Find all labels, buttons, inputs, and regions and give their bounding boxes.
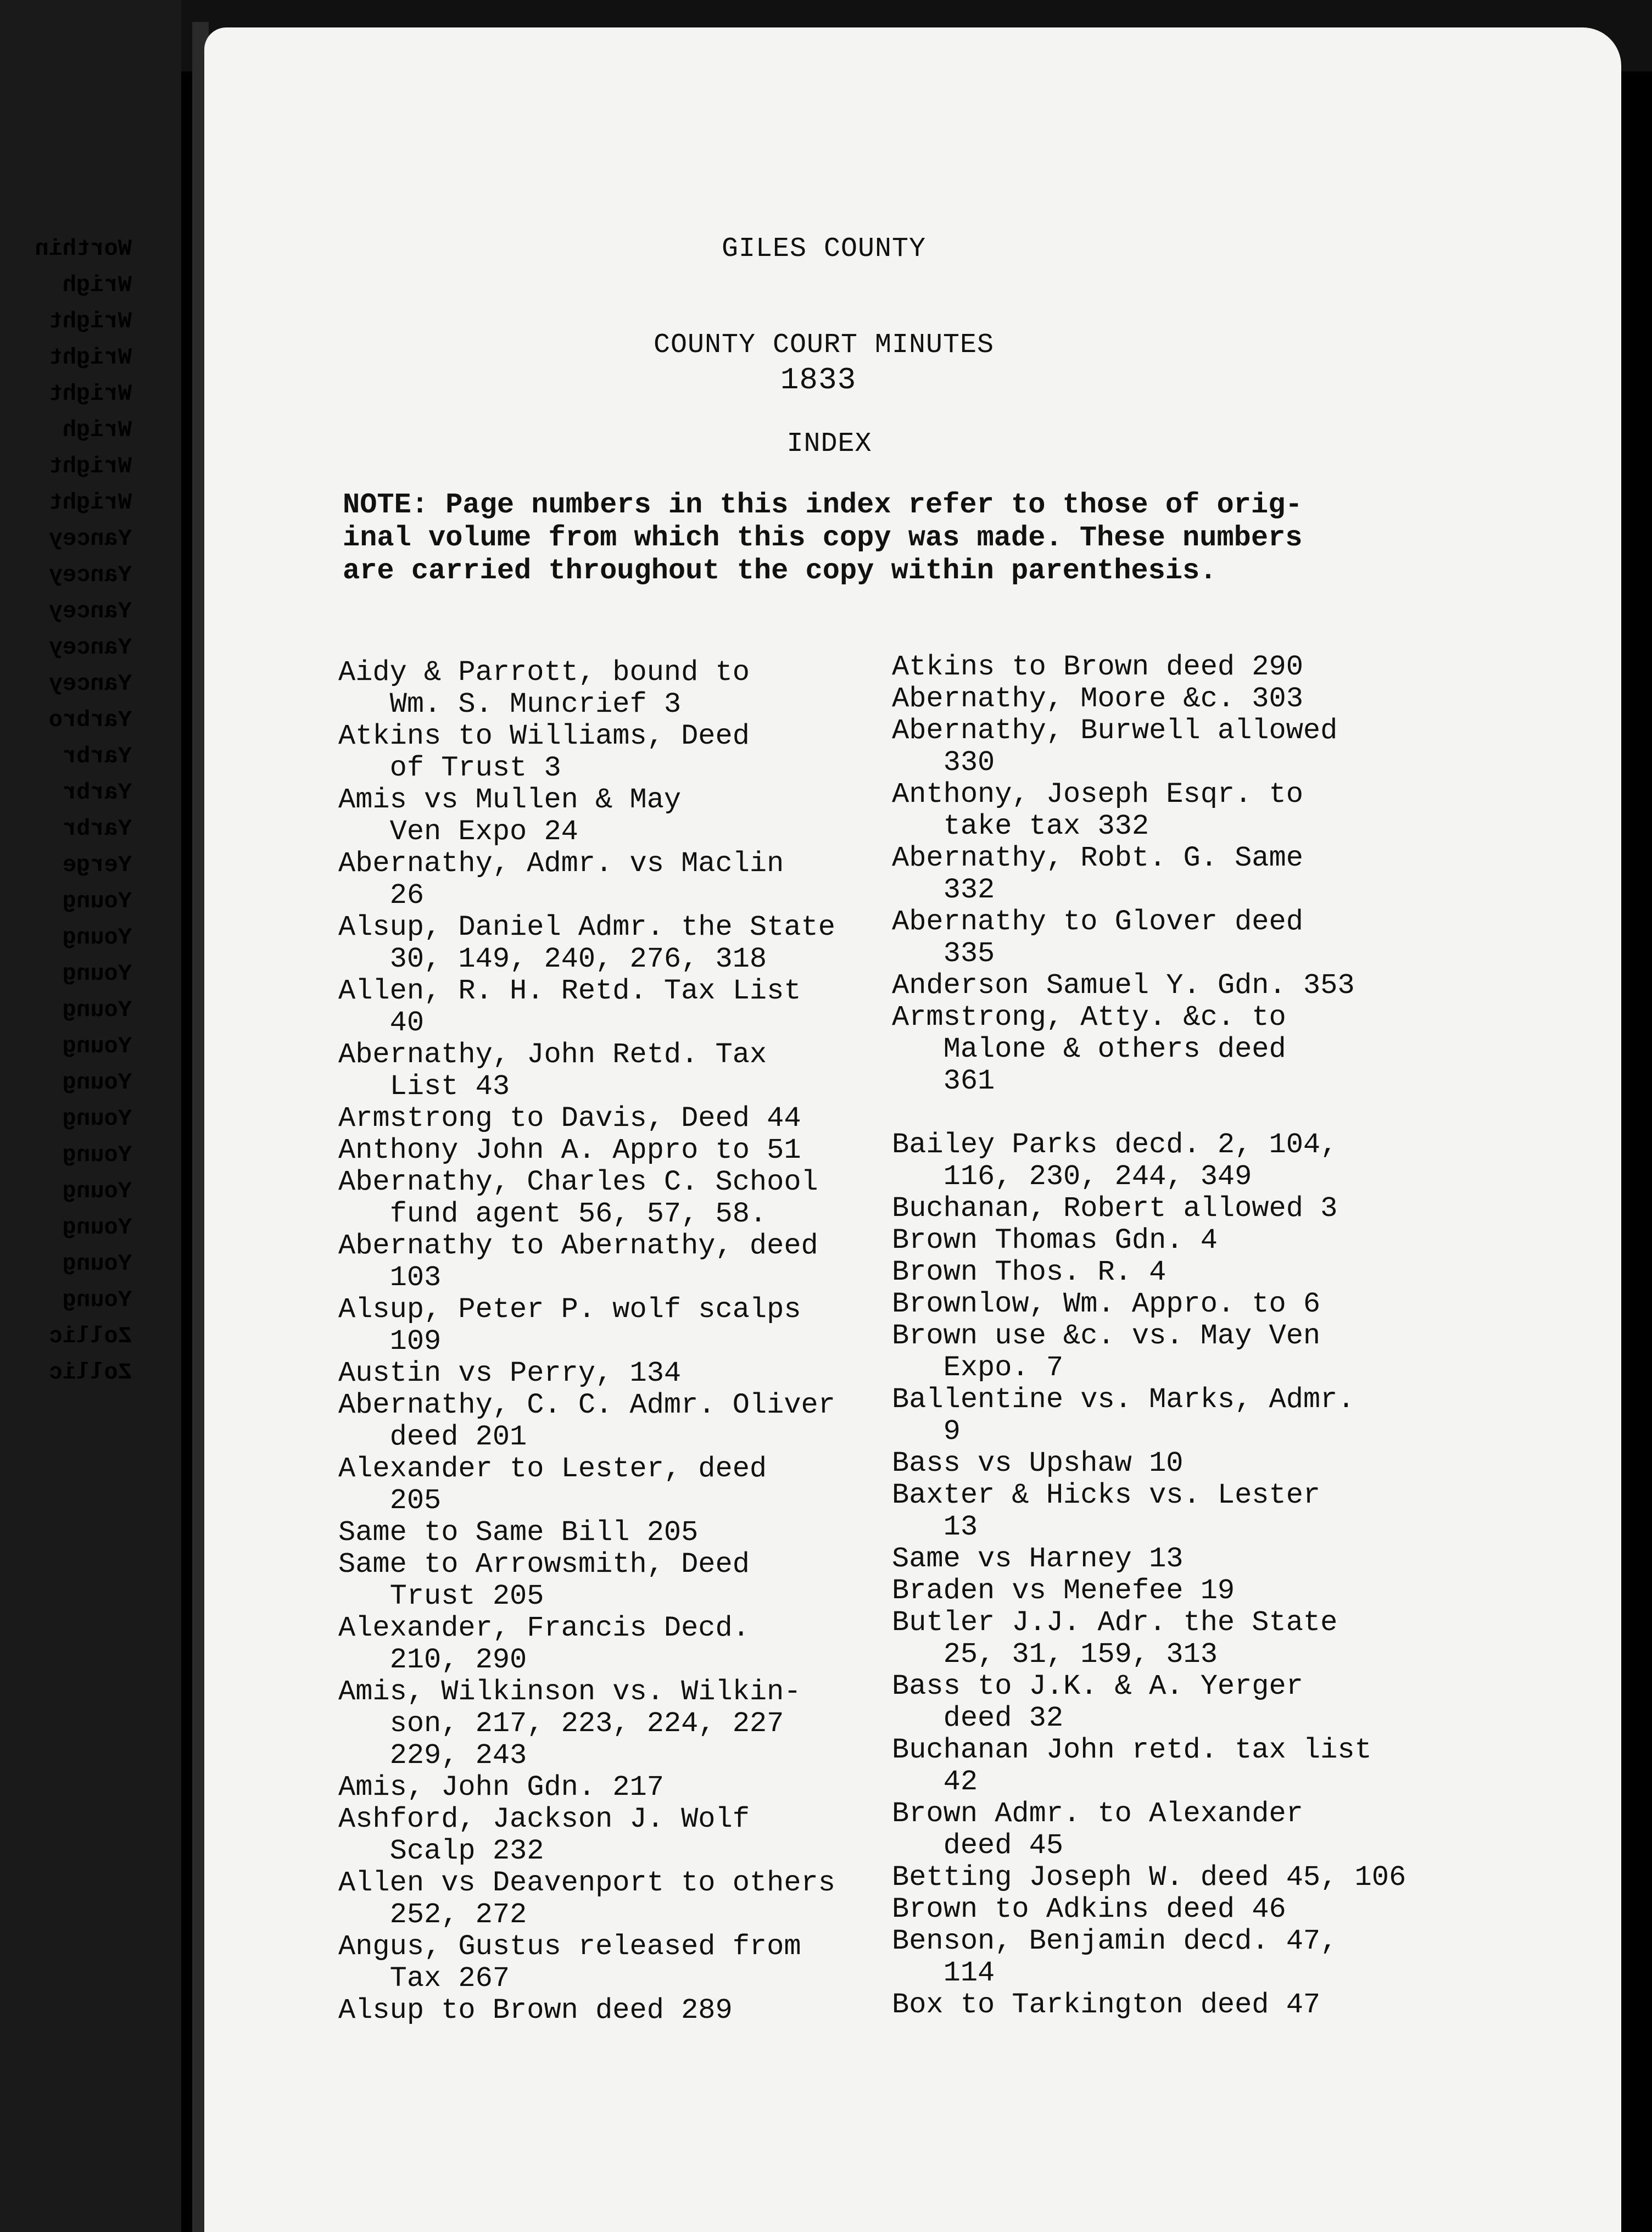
index-entry-line: Expo. 7 [892,1352,1064,1384]
index-entry-line: Abernathy, C. C. Admr. Oliver [338,1389,835,1421]
margin-fragment: Young [62,1069,132,1096]
index-entry-line: 109 [338,1325,442,1358]
index-entry [338,1135,866,1167]
margin-fragment: Wright [48,308,132,334]
county-heading: GILES COUNTY [721,233,927,265]
margin-fragment: Young [62,997,132,1023]
index-entry-line: Same to Same Bill 205 [338,1516,699,1549]
index-entry [892,1862,1441,1894]
index-entry [338,1230,866,1294]
index-entry-line: son, 217, 223, 224, 227 [338,1708,784,1740]
index-entry-line: Scalp 232 [338,1835,544,1867]
index-entry-line: Armstrong to Davis, Deed 44 [338,1102,801,1135]
index-entry-line: Bass to J.K. & A. Yerger [892,1670,1303,1703]
index-entry [892,1448,1441,1480]
index-entry-line: Ven Expo 24 [338,816,578,848]
index-entry [338,848,866,912]
index-entry-line: Brown to Adkins deed 46 [892,1893,1286,1926]
index-column-right [892,651,1441,2021]
index-entry-line: Same to Arrowsmith, Deed [338,1548,750,1581]
index-entry-line: Abernathy, Robt. G. Same [892,842,1303,874]
index-entry [338,1453,866,1517]
index-entry-line: Braden vs Menefee 19 [892,1575,1235,1607]
margin-fragment: Yarbro [48,707,132,733]
index-entry [892,906,1441,970]
index-entry-line: deed 201 [338,1421,527,1453]
index-entry [338,1804,866,1867]
index-entry-line: Austin vs Perry, 134 [338,1357,682,1390]
index-entry-line: 330 [892,746,995,779]
index-entry [338,1294,866,1358]
section-heading: INDEX [786,428,872,460]
index-entry [892,1129,1441,1193]
index-entry-line: 40 [338,1007,425,1039]
index-entry-line: Buchanan, Robert allowed 3 [892,1192,1338,1225]
index-entry-line: Amis, John Gdn. 217 [338,1771,664,1804]
index-entry [892,1989,1441,2021]
margin-fragment: Young [62,1106,132,1132]
margin-fragment: Young [62,1033,132,1059]
index-entry-line: Abernathy, Admr. vs Maclin [338,847,784,880]
index-entry [338,1103,866,1135]
index-entry [892,779,1441,842]
index-entry [338,1676,866,1772]
index-entry-line: fund agent 56, 57, 58. [338,1198,767,1230]
index-entry-line: Anthony John A. Appro to 51 [338,1134,801,1167]
index-entry-line: Abernathy, Charles C. School [338,1166,818,1198]
index-entry-line: Bass vs Upshaw 10 [892,1447,1184,1480]
index-entry [892,1097,1441,1129]
index-entry [892,970,1441,1002]
index-entry-line: Baxter & Hicks vs. Lester [892,1479,1321,1511]
index-entry-line: Alsup, Peter P. wolf scalps [338,1293,801,1326]
index-entry-line: 229, 243 [338,1739,527,1772]
index-entry-line: Brownlow, Wm. Appro. to 6 [892,1288,1321,1320]
index-entry-line: 116, 230, 244, 349 [892,1160,1252,1193]
index-entry-line: 9 [892,1415,961,1448]
index-entry-line: Alexander to Lester, deed [338,1453,767,1485]
index-entry-line: Alexander, Francis Decd. [338,1612,750,1644]
index-entry-line: Abernathy, Moore &c. 303 [892,683,1303,715]
index-entry [338,784,866,848]
index-entry [338,1612,866,1676]
margin-fragment: Young [62,1214,132,1241]
index-entry [892,1225,1441,1257]
index-entry [892,1894,1441,1926]
index-entry-line: Butler J.J. Adr. the State [892,1606,1338,1639]
index-entry-line: 335 [892,938,995,970]
adjacent-page-margin-text [11,231,132,1391]
index-entry [892,1734,1441,1798]
index-entry [892,651,1441,683]
index-entry-line: Aidy & Parrott, bound to [338,656,750,689]
index-entry-line: Same vs Harney 13 [892,1543,1184,1575]
index-entry-line: deed 32 [892,1702,1064,1734]
index-entry-line: Alsup to Brown deed 289 [338,1994,733,2027]
margin-fragment: Worthin [35,236,132,262]
index-entry [338,1358,866,1390]
margin-fragment: Wright [48,489,132,516]
margin-fragment: Yerge [62,852,132,878]
index-entry-line: 13 [892,1511,978,1543]
index-entry [338,1167,866,1230]
index-entry-line: Atkins to Williams, Deed [338,720,750,752]
index-entry-line: Amis, Wilkinson vs. Wilkin- [338,1676,801,1708]
index-entry-line: List 43 [338,1070,510,1103]
index-entry-line: 361 [892,1065,995,1097]
index-entry [892,1193,1441,1225]
margin-fragment: Yancey [48,562,132,588]
index-entry-line: 210, 290 [338,1644,527,1676]
index-entry-line: take tax 332 [892,810,1149,842]
margin-fragment: Zollic [48,1359,132,1386]
margin-fragment: Wright [48,344,132,371]
index-entry-line: 252, 272 [338,1899,527,1931]
margin-fragment: Yancey [48,671,132,697]
index-entry [892,1926,1441,1989]
index-entry-line: 205 [338,1485,442,1517]
index-entry [338,657,866,721]
index-entry [892,1384,1441,1448]
index-entry-line: Trust 205 [338,1580,544,1612]
index-entry-line: Anthony, Joseph Esqr. to [892,778,1303,811]
index-entry-line: Angus, Gustus released from [338,1930,801,1963]
index-entry [892,683,1441,715]
index-entry [892,1575,1441,1607]
margin-fragment: Young [62,1178,132,1204]
index-entry [338,721,866,784]
index-entry [892,1288,1441,1320]
margin-fragment: Yancey [48,526,132,552]
index-entry [892,842,1441,906]
index-entry-line: deed 45 [892,1829,1064,1862]
index-entry [892,1607,1441,1671]
index-entry [892,1671,1441,1734]
margin-fragment: Young [62,961,132,987]
margin-fragment: Zollic [48,1323,132,1349]
index-entry-line: 30, 149, 240, 276, 318 [338,943,767,975]
index-entry [892,1543,1441,1575]
index-entry-line: 42 [892,1766,978,1798]
index-entry-line: Amis vs Mullen & May [338,784,682,816]
index-entry-line: Abernathy, John Retd. Tax [338,1039,767,1071]
index-entry [892,1002,1441,1097]
index-entry-line: Allen, R. H. Retd. Tax List [338,975,801,1007]
index-entry [338,1995,866,2027]
index-entry-line: Malone & others deed [892,1033,1286,1065]
margin-fragment: Young [62,1142,132,1168]
index-entry-line: Bailey Parks decd. 2, 104, [892,1129,1338,1161]
document-year: 1833 [780,362,857,398]
index-entry-line: Brown use &c. vs. May Ven [892,1320,1321,1352]
index-entry [338,1549,866,1612]
index-entry [338,1390,866,1453]
margin-fragment: Young [62,1287,132,1313]
index-entry-line: Betting Joseph W. deed 45, 106 [892,1861,1407,1894]
index-entry-line: 26 [338,879,425,912]
index-entry-line: Tax 267 [338,1962,510,1995]
index-entry-line: Abernathy to Glover deed [892,906,1303,938]
index-entry [892,1320,1441,1384]
index-entry-line: Armstrong, Atty. &c. to [892,1001,1286,1034]
index-entry [338,912,866,975]
margin-fragment: Yancey [48,598,132,624]
index-entry-line: Abernathy to Abernathy, deed [338,1230,818,1262]
index-entry-line: Box to Tarkington deed 47 [892,1989,1321,2021]
index-entry [892,715,1441,779]
index-entry-line: Ballentine vs. Marks, Admr. [892,1383,1355,1416]
index-entry-line: Alsup, Daniel Admr. the State [338,911,835,944]
index-entry-line: Ashford, Jackson J. Wolf [338,1803,750,1835]
index-entry-line: 332 [892,874,995,906]
index-entry [338,1039,866,1103]
index-column-left [338,657,866,2027]
margin-fragment: Wrigh [62,417,132,443]
margin-fragment: Wrigh [62,272,132,298]
margin-fragment: Yancey [48,634,132,661]
index-entry [338,1517,866,1549]
margin-fragment: Young [62,1251,132,1277]
index-entry [892,1257,1441,1288]
index-entry [892,1480,1441,1543]
index-entry-line: 25, 31, 159, 313 [892,1638,1218,1671]
index-entry-line: of Trust 3 [338,752,561,784]
margin-fragment: Wright [48,453,132,479]
index-entry-line: 114 [892,1957,995,1989]
index-entry-line: Brown Thomas Gdn. 4 [892,1224,1218,1257]
index-entry-line: 103 [338,1262,442,1294]
index-entry-line [892,1097,1441,1129]
index-entry-line: Brown Admr. to Alexander [892,1798,1303,1830]
index-entry [338,1867,866,1931]
index-entry-line: Brown Thos. R. 4 [892,1256,1167,1288]
index-entry-line: Allen vs Deavenport to others [338,1867,835,1899]
margin-fragment: Yarbr [62,816,132,842]
index-entry-line: Wm. S. Muncrief 3 [338,688,682,721]
index-entry-line: Benson, Benjamin decd. 47, [892,1925,1338,1957]
index-entry [338,975,866,1039]
index-entry [892,1798,1441,1862]
margin-fragment: Young [62,924,132,951]
index-entry [338,1931,866,1995]
index-entry-line: Buchanan John retd. tax list [892,1734,1372,1766]
index-note: NOTE: Page numbers in this index refer to those of orig- inal volume from which this copy was made. These numbers are carried throughout the copy within parenthesis. [343,489,1303,587]
index-entry [338,1772,866,1804]
index-entry-line: Abernathy, Burwell allowed [892,715,1338,747]
margin-fragment: Wright [48,381,132,407]
index-entry-line: Anderson Samuel Y. Gdn. 353 [892,969,1355,1002]
document-title: COUNTY COURT MINUTES [653,330,995,361]
margin-fragment: Yarbr [62,743,132,769]
margin-fragment: Yarbr [62,779,132,806]
index-entry-line: Atkins to Brown deed 290 [892,651,1303,683]
margin-fragment: Young [62,888,132,914]
